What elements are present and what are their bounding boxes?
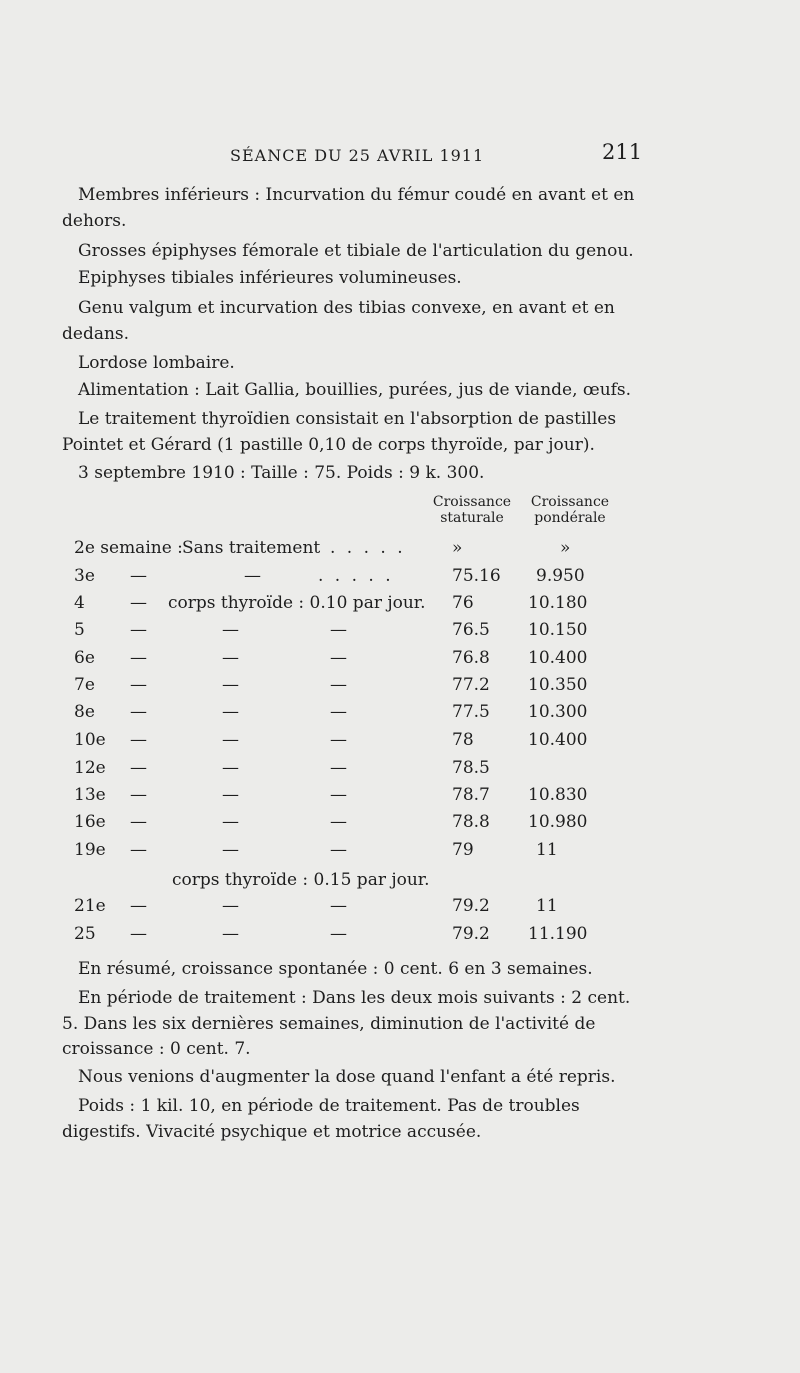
table-row bbox=[0, 785, 800, 811]
staturale-cell: 77.5 bbox=[452, 702, 490, 722]
ditto-mark: — bbox=[222, 620, 239, 640]
paragraph: Le traitement thyroïdien consistait en l'absorption de pastilles Pointet et Gérard (1 pastille 0,10 de corps thyroïde, par jour). bbox=[62, 409, 617, 455]
ditto-mark: — bbox=[130, 648, 147, 668]
week-cell: 8e bbox=[74, 702, 95, 722]
ditto-mark: — bbox=[130, 620, 147, 640]
table-row bbox=[0, 648, 800, 674]
week-cell: 3e bbox=[74, 566, 95, 586]
ditto-mark: — bbox=[130, 758, 147, 778]
paragraph: Grosses épiphyses fémorale et tibiale de l'articulation du genou. bbox=[78, 241, 634, 261]
ditto-mark: — bbox=[330, 924, 347, 944]
ditto-mark: — bbox=[222, 702, 239, 722]
ditto-mark: — bbox=[330, 702, 347, 722]
staturale-cell: 76 bbox=[452, 593, 474, 613]
treatment-cell: corps thyroïde : 0.10 par jour. bbox=[168, 593, 426, 613]
paragraph: Alimentation : Lait Gallia, bouillies, purées, jus de viande, œufs. bbox=[78, 380, 632, 400]
week-cell: 6e bbox=[74, 648, 95, 668]
ponderale-cell: 10.350 bbox=[528, 675, 588, 695]
ditto-mark: — bbox=[330, 730, 347, 750]
ditto-mark: — bbox=[130, 812, 147, 832]
ditto-mark: — bbox=[130, 785, 147, 805]
ditto-mark: — bbox=[330, 758, 347, 778]
paragraph: En période de traitement : Dans les deux mois suivants : 2 cent. 5. Dans les six dernières semaines, diminution de l'activité de croissance : 0 cent. 7. bbox=[62, 988, 631, 1059]
paragraph: En résumé, croissance spontanée : 0 cent. 6 en 3 semaines. bbox=[78, 959, 593, 979]
dose-change-note: corps thyroïde : 0.15 par jour. bbox=[172, 870, 430, 890]
treatment-cell: Sans traitement bbox=[182, 538, 321, 558]
table-row bbox=[0, 593, 800, 619]
ditto-mark: — bbox=[130, 702, 147, 722]
ditto-mark: — bbox=[222, 812, 239, 832]
column-header-staturale: Croissance staturale bbox=[432, 494, 512, 526]
page-number: 211 bbox=[602, 140, 643, 164]
ditto-mark: — bbox=[330, 785, 347, 805]
ponderale-cell: 9.950 bbox=[536, 566, 585, 586]
staturale-cell: 78.5 bbox=[452, 758, 490, 778]
ditto-mark: — bbox=[222, 924, 239, 944]
staturale-cell: 78.8 bbox=[452, 812, 490, 832]
ponderale-cell: 10.400 bbox=[528, 648, 588, 668]
staturale-cell: 77.2 bbox=[452, 675, 490, 695]
ditto-mark: — bbox=[130, 896, 147, 916]
table-row bbox=[0, 730, 800, 756]
staturale-cell: 75.16 bbox=[452, 566, 501, 586]
ditto-mark: — bbox=[130, 840, 147, 860]
ditto-mark: — bbox=[244, 566, 261, 586]
table-row bbox=[0, 812, 800, 838]
running-header: SÉANCE DU 25 AVRIL 1911 bbox=[230, 146, 485, 165]
week-cell: 2e semaine : bbox=[74, 538, 183, 558]
week-cell: 13e bbox=[74, 785, 106, 805]
ditto-mark: — bbox=[222, 840, 239, 860]
table-row bbox=[0, 896, 800, 922]
paragraph: Genu valgum et incurvation des tibias convexe, en avant et en dedans. bbox=[62, 298, 615, 344]
staturale-cell: 76.8 bbox=[452, 648, 490, 668]
ponderale-cell: 10.180 bbox=[528, 593, 588, 613]
paragraph: Membres inférieurs : Incurvation du fémur coudé en avant et en dehors. bbox=[62, 185, 635, 231]
week-cell: 19e bbox=[74, 840, 106, 860]
ditto-mark: — bbox=[330, 840, 347, 860]
table-row bbox=[0, 566, 800, 592]
table-row bbox=[0, 758, 800, 784]
ditto-mark: — bbox=[130, 924, 147, 944]
ditto-mark: — bbox=[222, 758, 239, 778]
ponderale-cell: 11 bbox=[536, 840, 558, 860]
staturale-cell: » bbox=[452, 538, 463, 558]
ponderale-cell: 10.300 bbox=[528, 702, 588, 722]
table-row bbox=[0, 924, 800, 950]
week-cell: 5 bbox=[74, 620, 85, 640]
week-cell: 12e bbox=[74, 758, 106, 778]
ditto-mark: — bbox=[330, 812, 347, 832]
paragraph: 3 septembre 1910 : Taille : 75. Poids : 9 k. 300. bbox=[78, 463, 485, 483]
ponderale-cell: 10.830 bbox=[528, 785, 588, 805]
table-row bbox=[0, 840, 800, 866]
leader-dots: . . . . . bbox=[318, 566, 394, 586]
week-cell: 10e bbox=[74, 730, 106, 750]
table-row bbox=[0, 702, 800, 728]
ponderale-cell: » bbox=[560, 538, 571, 558]
ponderale-cell: 10.150 bbox=[528, 620, 588, 640]
staturale-cell: 79.2 bbox=[452, 924, 490, 944]
ponderale-cell: 11 bbox=[536, 896, 558, 916]
staturale-cell: 76.5 bbox=[452, 620, 490, 640]
ponderale-cell: 11.190 bbox=[528, 924, 588, 944]
paragraph: Poids : 1 kil. 10, en période de traitement. Pas de troubles digestifs. Vivacité psychique et motrice accusée. bbox=[62, 1096, 580, 1142]
paragraph: Lordose lombaire. bbox=[78, 353, 235, 373]
week-cell: 25 bbox=[74, 924, 96, 944]
staturale-cell: 79 bbox=[452, 840, 474, 860]
paragraph: Nous venions d'augmenter la dose quand l'enfant a été repris. bbox=[78, 1067, 616, 1087]
ditto-mark: — bbox=[222, 675, 239, 695]
ditto-mark: — bbox=[130, 566, 147, 586]
staturale-cell: 78 bbox=[452, 730, 474, 750]
ditto-mark: — bbox=[222, 648, 239, 668]
staturale-cell: 79.2 bbox=[452, 896, 490, 916]
ditto-mark: — bbox=[330, 620, 347, 640]
ditto-mark: — bbox=[222, 896, 239, 916]
paragraph: Epiphyses tibiales inférieures volumineuses. bbox=[78, 268, 462, 288]
ditto-mark: — bbox=[130, 593, 147, 613]
ditto-mark: — bbox=[330, 896, 347, 916]
column-header-ponderale: Croissance pondérale bbox=[530, 494, 610, 526]
week-cell: 7e bbox=[74, 675, 95, 695]
ditto-mark: — bbox=[130, 730, 147, 750]
ditto-mark: — bbox=[330, 675, 347, 695]
week-cell: 21e bbox=[74, 896, 106, 916]
ditto-mark: — bbox=[130, 675, 147, 695]
table-row bbox=[0, 620, 800, 646]
ditto-mark: — bbox=[222, 785, 239, 805]
ponderale-cell: 10.400 bbox=[528, 730, 588, 750]
table-row bbox=[0, 675, 800, 701]
ponderale-cell: 10.980 bbox=[528, 812, 588, 832]
week-cell: 16e bbox=[74, 812, 106, 832]
table-row bbox=[0, 538, 800, 564]
leader-dots: . . . . . bbox=[330, 538, 406, 558]
ditto-mark: — bbox=[330, 648, 347, 668]
ditto-mark: — bbox=[222, 730, 239, 750]
week-cell: 4 bbox=[74, 593, 85, 613]
staturale-cell: 78.7 bbox=[452, 785, 490, 805]
